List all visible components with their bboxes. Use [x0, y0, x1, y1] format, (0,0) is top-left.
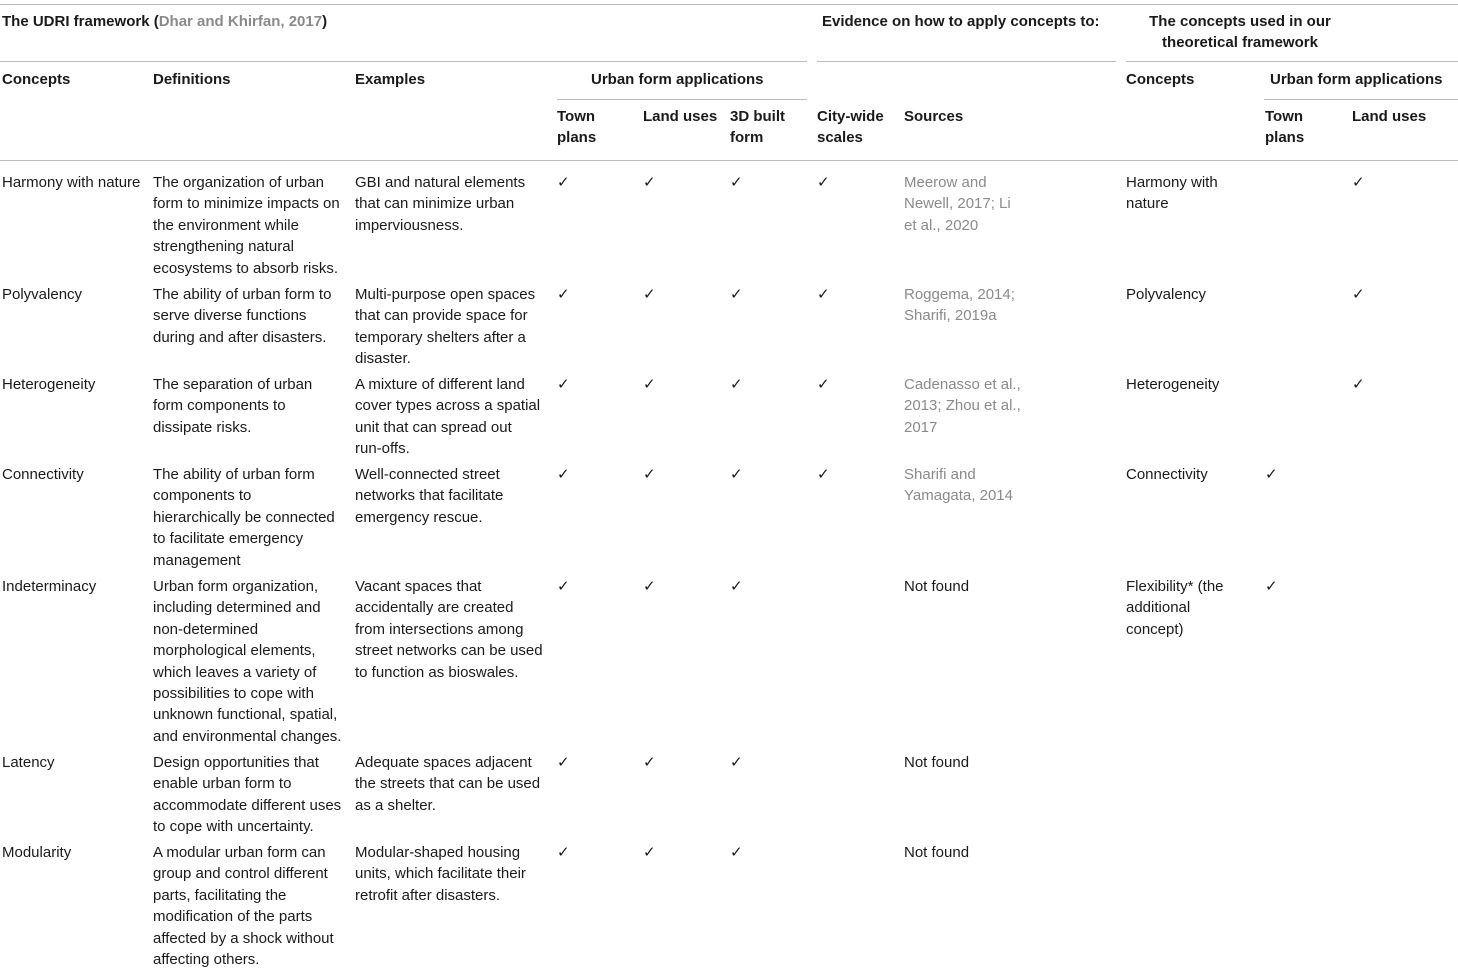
col-3d-built-form [730, 106, 785, 149]
our-concept-cell [1126, 464, 1208, 485]
our-concept-cell [1126, 172, 1218, 215]
evidence-group-rule [817, 61, 1116, 62]
land-uses-check: ✓ [643, 465, 656, 483]
definition-cell [153, 172, 340, 279]
definition-cell-line: Design opportunities that [153, 754, 319, 771]
source-citation-line: 2017 [904, 418, 938, 436]
land-uses-check: ✓ [643, 577, 656, 595]
land-uses-check: ✓ [643, 375, 656, 393]
definition-cell-line: parts, facilitating the [153, 886, 287, 904]
example-cell [355, 172, 525, 236]
evidence-title: Evidence on how to apply concepts to: [822, 13, 1100, 30]
city-wide-check: ✓ [817, 173, 830, 191]
ours-title [1126, 11, 1354, 54]
definition-cell-line: components to [153, 487, 252, 505]
definition-cell [153, 284, 331, 348]
example-cell-line: networks that facilitate [355, 487, 504, 505]
our-land-uses-check: ✓ [1352, 285, 1365, 303]
definition-cell [153, 374, 312, 438]
city-wide-line-1: City-wide [817, 108, 884, 125]
col-ours-land-uses: Land uses [1352, 108, 1427, 125]
source-citation-line: Sharifi and [904, 466, 976, 483]
our-concept-cell-line: Polyvalency [1126, 286, 1207, 303]
col-ours-town-plans [1265, 106, 1304, 149]
concept-cell-line: Latency [2, 754, 55, 771]
definition-cell-line: and environmental changes. [153, 727, 342, 745]
our-concept-cell-line: Harmony with [1126, 174, 1218, 191]
definition-cell-line: possibilities to cope with [153, 685, 314, 703]
city-wide-check: ✓ [817, 285, 830, 303]
definition-cell-line: form to minimize impacts on [153, 195, 340, 213]
concept-cell [2, 842, 71, 863]
town-plans-check: ✓ [557, 843, 570, 861]
concept-cell-line: Heterogeneity [2, 376, 96, 393]
example-cell-line: Vacant spaces that [355, 578, 482, 595]
source-citation [904, 284, 1015, 327]
land-uses-check: ✓ [643, 285, 656, 303]
definition-cell [153, 464, 335, 571]
example-cell-line: from intersections among [355, 620, 524, 638]
town-plans-check: ✓ [557, 465, 570, 483]
land-uses-check: ✓ [643, 843, 656, 861]
example-cell-line: Multi-purpose open spaces [355, 286, 536, 303]
source-citation-line: Roggema, 2014; [904, 286, 1015, 303]
our-concept-cell [1126, 284, 1206, 305]
udri-group-rule [0, 61, 807, 62]
definition-cell-line: The ability of urban form [153, 466, 315, 483]
example-cell-line: units, which facilitate their [355, 865, 526, 883]
concept-cell-line: Connectivity [2, 466, 84, 483]
udri-framework-title [2, 11, 327, 32]
col-examples: Examples [355, 71, 426, 88]
definition-cell-line: Urban form organization, [153, 578, 319, 595]
example-cell-line: imperviousness. [355, 216, 464, 234]
our-land-uses-check: ✓ [1352, 173, 1365, 191]
our-concept-cell-line: concept) [1126, 620, 1184, 638]
concept-cell-line: Polyvalency [2, 286, 83, 303]
definition-cell-line: to cope with uncertainty. [153, 818, 314, 836]
urban-form-sub-rule [557, 99, 807, 100]
col-ours-concepts: Concepts [1126, 71, 1195, 88]
example-cell-line: to function as bioswales. [355, 663, 519, 681]
example-cell-line: cover types across a spatial [355, 397, 541, 415]
our-concept-cell [1126, 576, 1224, 640]
concept-cell-line: Modularity [2, 844, 72, 861]
source-not-found-line: Not found [904, 844, 970, 861]
example-cell [355, 284, 535, 370]
source-citation-line: Sharifi, 2019a [904, 307, 997, 325]
town-plans-line-1: Town [557, 108, 596, 125]
example-cell [355, 464, 503, 528]
concept-cell [2, 752, 55, 773]
concept-cell [2, 284, 82, 305]
3d-built-form-check: ✓ [730, 843, 743, 861]
example-cell-line: GBI and natural elements [355, 174, 526, 191]
example-cell-line: retrofit after disasters. [355, 886, 501, 904]
3d-built-form-check: ✓ [730, 465, 743, 483]
town-plans-check: ✓ [557, 173, 570, 191]
source-not-found [904, 752, 969, 773]
top-rule [0, 4, 1458, 5]
example-cell-line: the streets that can be used [355, 775, 541, 793]
col-sources: Sources [904, 108, 964, 125]
definition-cell-line: affected by a shock without [153, 929, 334, 947]
concept-cell [2, 374, 95, 395]
concept-cell-line: Indeterminacy [2, 578, 97, 595]
definition-cell-line: hierarchically be connected [153, 508, 335, 526]
town-plans-line-2: plans [557, 129, 597, 147]
built-form-line-1: 3D built [730, 108, 785, 125]
col-definitions: Definitions [153, 71, 231, 88]
concept-cell [2, 576, 96, 597]
example-cell [355, 576, 543, 683]
definition-cell-line: accommodate different uses [153, 796, 342, 814]
example-cell-line: that can provide space for [355, 307, 528, 325]
definition-cell-line: dissipate risks. [153, 418, 252, 436]
definition-cell-line: serve diverse functions [153, 307, 307, 325]
definition-cell-line: which leaves a variety of [153, 663, 317, 681]
col-concepts: Concepts [2, 71, 71, 88]
3d-built-form-check: ✓ [730, 753, 743, 771]
city-wide-line-2: scales [817, 129, 863, 147]
built-form-line-2: form [730, 129, 764, 147]
definition-cell-line: to facilitate emergency [153, 530, 304, 548]
definition-cell-line: The separation of urban [153, 376, 313, 393]
source-citation-line: Cadenasso et al., [904, 376, 1021, 393]
town-plans-check: ✓ [557, 753, 570, 771]
3d-built-form-check: ✓ [730, 285, 743, 303]
definition-cell-line: A modular urban form can [153, 844, 326, 861]
definition-cell [153, 752, 341, 838]
source-not-found [904, 576, 969, 597]
3d-built-form-check: ✓ [730, 375, 743, 393]
example-cell-line: street networks can be used [355, 642, 543, 660]
definition-cell-line: group and control different [153, 865, 328, 883]
source-citation [904, 374, 1021, 438]
definition-cell-line: The organization of urban [153, 174, 324, 191]
col-city-wide-scales [817, 106, 884, 149]
source-citation-line: Yamagata, 2014 [904, 487, 1013, 505]
ours-urban-form-sub-rule [1264, 99, 1458, 100]
definition-cell-line: management [153, 551, 241, 569]
header-bottom-rule [0, 160, 1458, 161]
example-cell-line: accidentally are created [355, 599, 514, 617]
definition-cell [153, 842, 334, 970]
definition-cell-line: modification of the parts [153, 908, 313, 926]
source-citation-line: Newell, 2017; Li [904, 195, 1011, 213]
example-cell-line: disaster. [355, 350, 411, 368]
definition-cell-line: non-determined [153, 620, 259, 638]
our-concept-cell-line: Flexibility* (the [1126, 578, 1224, 595]
col-ours-urban-form-applications: Urban form applications [1270, 71, 1443, 88]
example-cell [355, 374, 540, 460]
example-cell [355, 842, 526, 906]
land-uses-check: ✓ [643, 173, 656, 191]
city-wide-check: ✓ [817, 375, 830, 393]
definition-cell-line: including determined and [153, 599, 321, 617]
example-cell-line: that can minimize urban [355, 195, 515, 213]
definition-cell-line: unknown functional, spatial, [153, 706, 338, 724]
our-concept-cell [1126, 374, 1219, 395]
concept-cell-line: Harmony with nature [2, 174, 141, 191]
definition-cell-line: the environment while [153, 216, 299, 234]
col-urban-form-applications: Urban form applications [591, 71, 764, 88]
source-not-found-line: Not found [904, 754, 970, 771]
our-concept-cell-line: additional [1126, 599, 1191, 617]
definition-cell-line: strengthening natural [153, 238, 294, 256]
3d-built-form-check: ✓ [730, 173, 743, 191]
concept-cell [2, 172, 140, 193]
ours-title-line-1: The concepts used in our [1149, 13, 1331, 30]
udri-citation-link[interactable]: Dhar and Khirfan, 2017 [158, 13, 323, 30]
ours-title-line-2: theoretical framework [1162, 34, 1318, 52]
example-cell-line: Well-connected street [355, 466, 500, 483]
example-cell-line: run-offs. [355, 440, 410, 458]
definition-cell-line: ecosystems to absorb risks. [153, 259, 339, 277]
definition-cell-line: affecting others. [153, 951, 260, 969]
our-land-uses-check: ✓ [1352, 375, 1365, 393]
town-plans-check: ✓ [557, 577, 570, 595]
source-citation-line: et al., 2020 [904, 216, 979, 234]
definition-cell-line: enable urban form to [153, 775, 292, 793]
3d-built-form-check: ✓ [730, 577, 743, 595]
col-town-plans [557, 106, 596, 149]
ours-town-plans-line-2: plans [1265, 129, 1305, 147]
example-cell-line: Adequate spaces adjacent [355, 754, 532, 771]
example-cell-line: unit that can spread out [355, 418, 512, 436]
example-cell-line: temporary shelters after a [355, 328, 526, 346]
source-citation-line: 2013; Zhou et al., [904, 397, 1021, 415]
land-uses-check: ✓ [643, 753, 656, 771]
city-wide-check: ✓ [817, 465, 830, 483]
ours-town-plans-line-1: Town [1265, 108, 1304, 125]
udri-title-suffix: ) [322, 13, 328, 30]
definition-cell-line: during and after disasters. [153, 328, 327, 346]
definition-cell [153, 576, 341, 747]
example-cell-line: Modular-shaped housing [355, 844, 521, 861]
col-land-uses: Land uses [643, 108, 718, 125]
example-cell-line: as a shelter. [355, 796, 436, 814]
our-concept-cell-line: nature [1126, 195, 1169, 213]
source-citation [904, 172, 1011, 236]
example-cell-line: A mixture of different land [355, 376, 525, 393]
definition-cell-line: morphological elements, [153, 642, 316, 660]
concept-cell [2, 464, 84, 485]
our-concept-cell-line: Heterogeneity [1126, 376, 1220, 393]
example-cell [355, 752, 540, 816]
town-plans-check: ✓ [557, 375, 570, 393]
source-not-found-line: Not found [904, 578, 970, 595]
definition-cell-line: form components to [153, 397, 286, 415]
source-citation-line: Meerow and [904, 174, 987, 191]
our-concept-cell-line: Connectivity [1126, 466, 1208, 483]
ours-group-rule [1126, 61, 1458, 62]
our-town-plans-check: ✓ [1265, 465, 1278, 483]
source-citation [904, 464, 1013, 507]
udri-title-prefix: The UDRI framework ( [2, 13, 159, 30]
our-town-plans-check: ✓ [1265, 577, 1278, 595]
example-cell-line: emergency rescue. [355, 508, 483, 526]
source-not-found [904, 842, 969, 863]
town-plans-check: ✓ [557, 285, 570, 303]
definition-cell-line: The ability of urban form to [153, 286, 332, 303]
